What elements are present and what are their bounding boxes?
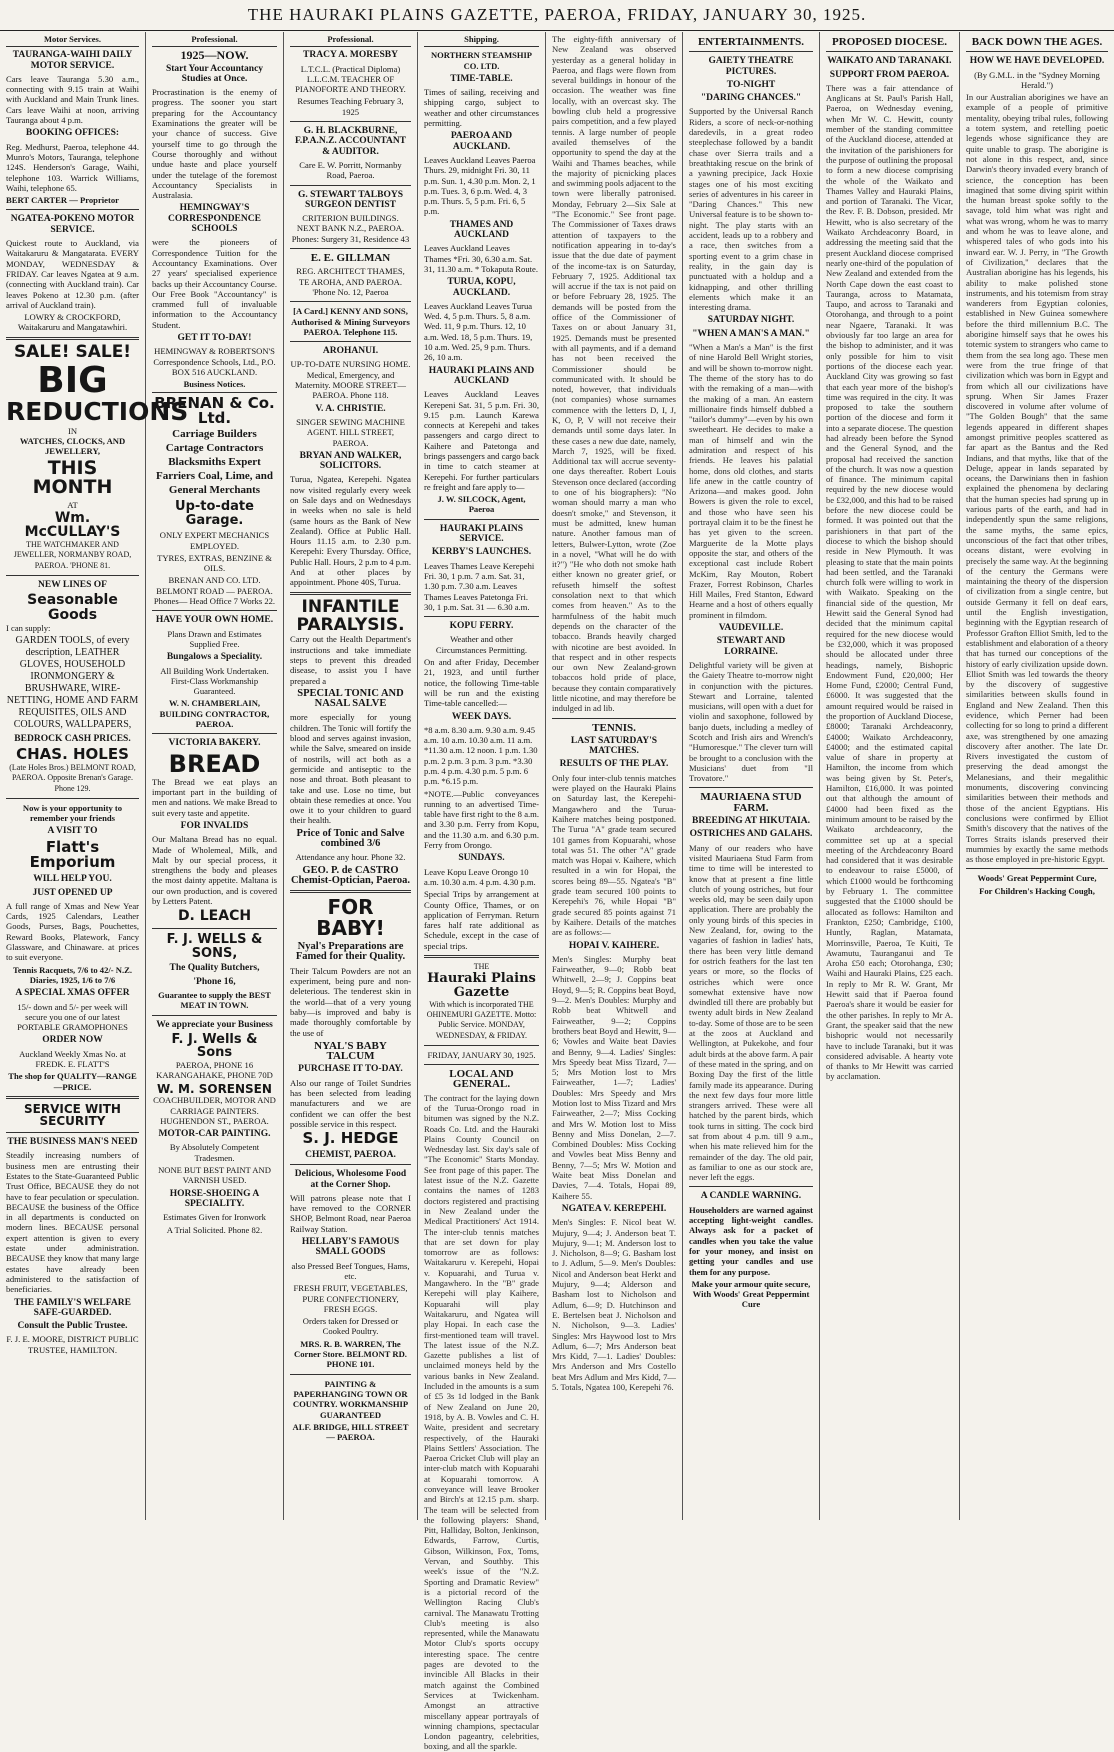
- orders-taken: Orders taken for Dressed or Cooked Poultry.: [302, 1316, 399, 1337]
- week-rows: *8 a.m. 8.30 a.m. 9.30 a.m. 9.45 a.m. 10 a.m. 10.30 a.m. 11 a.m. *11.30 a.m. 12 noon. 1 p.m. 1.30 p.m. 2 p.m. 3 p.m. 3 p.m. *3.30 p.m. 4 p.m. 4.30 p.m. 5 p.m. 6 p.m. *6.15 p.m.: [424, 724, 538, 787]
- vaudeville: VAUDEVILLE.: [718, 623, 784, 634]
- gillman-sub: REG. ARCHITECT THAMES, TE AROHA, AND PAEROA. 'Phone No. 12, Paeroa: [296, 266, 405, 297]
- ngatea-title: NGATEA-POKENO MOTOR SERVICE.: [10, 214, 135, 235]
- talboys-sub: CRITERION BUILDINGS. NEXT BANK N.Z., PAEROA. Phones: Surgery 31, Residence 43: [291, 213, 410, 244]
- order-body: Auckland Weekly Xmas No. at FREDK. E. FLATT'S: [19, 1048, 126, 1069]
- big-heading: BIG: [37, 359, 108, 401]
- column-professional-2: [284, 32, 418, 1520]
- bungalows: Bungalows a Speciality.: [166, 652, 263, 663]
- business-notices: Business Notices.: [152, 379, 277, 392]
- special-body: 15/- down and 5/- per week will secure you one of our latest PORTABLE GRAMOPHONES: [17, 1001, 128, 1033]
- timetable-note: Times of sailing, receiving and shipping cargo, subject to weather and other circumstances permitting.: [424, 87, 539, 129]
- alf-bridge: ALF. BRIDGE, HILL STREET — PAEROA.: [292, 1421, 409, 1443]
- hauraki-body: Leaves Auckland Leaves Kerepeni Sat. 31, 5 p.m. Fri. 30, 9.15 p.m. Launch Karewa connects at Kerepehi and takes passengers and cargo direct to Kaihere and Patetonga and brings passengers and cargo back in time to catch steamer at Kerepehi. For further particulars re freight and fare apply to—: [424, 389, 539, 492]
- wells-sub: PAEROA, PHONE 16 KARANGAHAKE, PHONE 70D: [156, 1060, 273, 1081]
- entertainments: ENTERTAINMENTS.: [697, 36, 805, 48]
- support-paeroa: SUPPORT FROM PAEROA.: [829, 69, 950, 80]
- candle-warning: A CANDLE WARNING.: [700, 1191, 802, 1202]
- column-shipping: [418, 32, 546, 1752]
- goods-list: GARDEN TOOLS, of every description, LEATHER GLOVES, HOUSEHOLD IRONMONGERY & BRUSHWARE, WIRE-NETTING, HOME AND FARM REQUISITES, OILS AND COLOURS, WALLPAPERS,: [6, 634, 139, 730]
- kenny: [A Card.] KENNY AND SONS, Authorised & Mining Surveyors PAEROA. Telephone 115.: [291, 306, 410, 337]
- proposed-diocese: PROPOSED DIOCESE.: [832, 36, 947, 48]
- special-tonic: SPECIAL TONIC AND NASAL SALVE: [297, 687, 404, 710]
- footer-cough: For Children's Hacking Cough,: [979, 885, 1095, 896]
- leach: D. LEACH: [177, 908, 252, 925]
- tonight: TO-NIGHT: [726, 79, 776, 90]
- brenan-address: BRENAN AND CO. LTD. BELMONT ROAD — PAEROA. Phones— Head Office 7 Works 22.: [153, 575, 276, 607]
- own-home: HAVE YOUR OWN HOME.: [155, 615, 274, 626]
- motor-painting: MOTOR-CAR PAINTING.: [158, 1129, 271, 1140]
- hellaby-sub: also Pressed Beef Tongues, Hams, etc.: [291, 1260, 410, 1281]
- this-month: THIS MONTH: [32, 456, 113, 499]
- tonic-body: more especially for young children. The Tonic will fortify the blood and serves against invasion, while the Salve, smeared on inside of nostrils, will act both as a germicide and antiseptic to the nose and throat. Both pleasant to take and use. Lose no time, but obtain these remedies at once. You owe it to your children to guard their health.: [290, 712, 411, 826]
- column-back-down-ages: [960, 32, 1114, 1520]
- flatt-emporium: Flatt's Emporium: [29, 837, 116, 872]
- peppermint-ad: Make your armour quite secure, With Woods' Great Peppermint Cure: [691, 1278, 811, 1310]
- breeding: BREEDING AT HIKUTAIA.: [692, 816, 810, 827]
- silcock: J. W. SILCOCK, Agent, Paeroa: [437, 494, 526, 515]
- toilet-body: Also our range of Toilet Sundries has been selected from leading manufacturers and we are confident we can offer the best possible service in this respect.: [290, 1077, 411, 1129]
- will-help: WILL HELP YOU.: [33, 874, 112, 885]
- northern-steamship: NORTHERN STEAMSHIP CO. LTD.: [430, 50, 532, 71]
- hedge-name: S. J. HEDGE: [302, 1129, 399, 1148]
- issue-date: FRIDAY, JANUARY 30, 1925.: [427, 1049, 536, 1060]
- section-heading: Shipping.: [424, 34, 539, 47]
- quality-range: The shop for QUALITY—RANGE—PRICE.: [8, 1071, 137, 1092]
- hellaby: HELLABY'S FAMOUS SMALL GOODS: [301, 1237, 400, 1258]
- the-label: THE: [473, 962, 490, 972]
- purchase-today: PURCHASE IT TO-DAY.: [298, 1064, 403, 1075]
- ngatea-owner: LOWRY & CROCKFORD, Waitakaruru and Mangatawhiri.: [17, 312, 128, 333]
- sunday-note: Special Trips by arrangement at County Office, Thames, or on application of Ferryman. Return fares half rate additional as Schedule, except in the case of special trips.: [424, 889, 539, 951]
- sorensen-sub: COACHBUILDER, MOTOR AND CARRIAGE PAINTERS. HUGHENDON ST., PAEROA.: [153, 1095, 276, 1126]
- blackburne: G. H. BLACKBURNE, F.P.A.N.Z. ACCOUNTANT & AUDITOR.: [294, 126, 407, 157]
- delicious-body: Will patrons please note that I have removed to the CORNER SHOP, Belmont Road, near Paeroa Railway Station.: [290, 1192, 411, 1234]
- at-text: AT: [67, 500, 78, 511]
- kerby-rows: Leaves Thames Leave Kerepehi Fri. 30, 1 p.m. 7 a.m. Sat. 31, 1.30 p.m. 7.30 a.m. Leaves Thames Leaves Patetonga Fri. 30, 1 p.m. Sat. 31 — 6.30 a.m.: [424, 560, 535, 612]
- ostriches: OSTRICHES AND GALAHS.: [689, 829, 813, 840]
- none-but: NONE BUT BEST PAINT AND VARNISH USED.: [158, 1165, 271, 1186]
- talboys: G. STEWART TALBOYS SURGEON DENTIST: [298, 189, 403, 210]
- blackburne-sub: Care E. W. Porritt, Normanby Road, Paeroa.: [299, 159, 402, 181]
- bread-heading: BREAD: [168, 749, 261, 778]
- column-news: [546, 32, 683, 1520]
- arohanui-body: UP-TO-DATE NURSING HOME. Medical, Emergency, and Maternity. MOORE STREET—PAEROA. Phone 118.: [290, 359, 411, 401]
- hemingway-heading: HEMINGWAY'S CORRESPONDENCE SCHOOLS: [168, 203, 261, 235]
- moore-signature: F. J. E. MOORE, DISTRICT PUBLIC TRUSTEE, HAMILTON.: [6, 1334, 139, 1355]
- estimates: Estimates Given for Ironwork: [163, 1212, 266, 1223]
- bryan-body: Turua, Ngatea, Kerepehi. Ngatea now visited regularly every week on Sale days and on Wednesdays in weeks when no sale is held (same hours as the Bank of New Zealand). Office at Public Hall. Hours 11.15 a.m. to 2.30 p.m. Kerepehi: Every Thursday. Office, Public Hall. Hours, 2 p.m to 4 p.m. And at other places by appointment. Phone 40S, Turua.: [290, 474, 411, 588]
- brenan-name: BRENAN & Co. Ltd.: [154, 393, 275, 428]
- back-down-ages: BACK DOWN THE AGES.: [971, 36, 1103, 48]
- in-text: IN: [67, 425, 78, 436]
- year-heading: 1925—NOW.: [180, 48, 249, 63]
- ngatea-body: Quickest route to Auckland, via Waitakaruru & Mangatarata. EVERY MONDAY, WEDNESDAY & FRIDAY. Car leaves Ngatea at 9 a.m. (connecting with Auckland train). Car leaves Pokeno at 12.30 p.m. (after arrival of Auckland train).: [6, 238, 139, 310]
- tauranga-body: Cars leave Tauranga 5.30 a.m., connecting with 9.15 train at Waihi with Auckland and Main Trunk lines. Cars leave Waihi at noon, arriving Tauranga about 4 p.m.: [6, 73, 139, 126]
- local-general: LOCAL AND GENERAL.: [449, 1068, 514, 1091]
- footer-peppermint: Woods' Great Peppermint Cure,: [977, 873, 1097, 884]
- turua-kopu: TURUA, KOPU, AUCKLAND.: [447, 277, 516, 298]
- saturday-night: SATURDAY NIGHT.: [707, 315, 795, 326]
- results-heading: RESULTS OF THE PLAY.: [559, 759, 669, 770]
- wells-name-2: F. J. Wells & Sons: [171, 1031, 258, 1061]
- hemingway-body: were the pioneers of Correspondence Tuition for the Accountancy Examinations. Over 27 years' specialised experience backs up their Accountancy Course. Our Free Book "Accountancy" is crammed full of invaluable information to the Accountancy Student.: [152, 237, 277, 330]
- holes-sub: (Late Holes Bros.) BELMONT ROAD, PAEROA. Opposite Brenan's Garage. Phone 129.: [9, 762, 136, 793]
- hopai-body: Men's Singles: Murphy beat Fairweather, 9—0; Robb beat Whitwell, 2—9; J. Coppins beat Hoyd, 9—5; R. Coppins beat Boyd, 9—2. Men's Doubles: Murphy and Robb beat Whitwell and Fairweather, 9—2; Coppins brothers beat Boyd and Hewitt, 9—6; Vowles and Waite beat Davies and Benny, 9—4. Ladies' Singles: Mrs Speedy beat Miss Tizard, 7—5; Mrs Motion lost to Mrs Fairweather, 1—7; Ladies' Doubles: Mrs Speedy and Mrs Motion lost to Miss Tizard and Mrs Fairweather, 2—7; Miss Cocking and Mrs W. Motion lost to Miss Benny and Miss Donelan, 2—7. Combined Doubles: Miss Cocking and Vowles beat Miss Benny and Benny, 7—5; Mrs W. Motion and Waite beat Miss Donelan and Davies, 7—4. Totals, Hopai 89, Kaihere 55.: [552, 953, 676, 1201]
- bryan-walker: BRYAN AND WALKER, SOLICITORS.: [299, 450, 402, 472]
- horse-shoeing: HORSE-SHOEING A SPECIALITY.: [169, 1188, 260, 1209]
- gillman: E. E. GILLMAN: [310, 252, 391, 265]
- garage: Up-to-date Garage.: [175, 499, 254, 528]
- nyal-talcum: NYAL'S BABY TALCUM: [314, 1039, 387, 1063]
- daring-chances: "DARING CHANCES.": [700, 93, 802, 104]
- gaiety-theatre: GAIETY THEATRE PICTURES.: [708, 56, 794, 77]
- delicious-food: Delicious, Wholesome Food at the Corner Shop.: [294, 1169, 407, 1190]
- results-body: Only four inter-club tennis matches were played on the Hauraki Plains on Saturday last, the Kerepehi-Mangawhero and the Turua-Kaihere matches being postponed. The Turua "A" grade team secured 101 games from Kopuarahi, whose total was 51. The other "A" grade match was Hopai v. Kaihere, which resulted in a win for Hopai, the scores being 89—55. Ngatea's "B" grade team secured 100 points to Kerepehi's 76, while Hopai "B" grade secured 85 points against 71 by Kaihere. Details of the matches are as follows:—: [552, 772, 676, 938]
- kerby-launches: KERBY'S LAUNCHES.: [431, 547, 532, 558]
- ages-body: In our Australian aborigines we have an example of a people of primitive mentality, obeying tribal rules, following a totem system, and retelling poetic legends whose significance they are quite unable to grasp. The aborigine is not alone in this respect, and, since Darwin's theory invaded every branch of science, the conception has been imagined that some diving spirit within the human breast spoke softly to the savage, told him what was right and what was wrong, whom he was to marry and whom he was to leave alone, and whispered tales of who gods into his inward ear. W. J. Perry, in "The Growth of Civilization," declares that the Australian aborigine has his legends, his ability to make polished stone instruments, and his totemism from stray wanderers from Egyptian colonies, established in New Guinea somewhere before the third millennium B.C. The aborigine himself says that he owes his totemic system to strangers who came to them from the sea long ago. These men were from the true fringe of that civilization which was born in Egypt and from which all our civilizations have sprung. When Sir James Frazer discovered in volume after volume of "The Golden Bough" that the same legends appeared in different shapes amongst primitive peoples scattered as far apart as the Bantus and the Red Indians, and that myths, like that of the Deluge, appear in lands separated by oceans, the Darwinians then in fashion explained the phenomena by declaring that the human species had sprung up in various parts of the earth, and had in independently spun the same religions, the same myths, the same epics, unconscious of the fact that other tribes, oceans distant, were evolving in precisely the same way. At the beginning of the century the Germans were maintaining the theory of the dispersion of civilization from a single centre, but outside Germany it fell on deaf ears, until the English investigation, beginning with the Egyptian research of Professor Grafton Elliot Smith, led to the establishment and elaboration of a theory that has turned our conceptions of the history of early civilization upside down. Elliot Smith was led towards the theory by the discovery of suggestive similarities between skulls found in England and New Zealand. Then this evidence, which Perner had been collecting for so long to prind a different axe, was strengthened by one amazing discovery after another. The late Dr. Rivers investigated the custom of preserving the dead amongst the Melanesians, and their megalithic monuments, discovering convincing similarities between their methods and those of the ancient Egyptians. His conclusions were confirmed by Elliot Smith's discovery that the natives of the Torres Straits islands preserved their mummies by exactly the same methods as those employed in pre-historic Egypt.: [966, 92, 1108, 865]
- get-it: GET IT TO-DAY!: [177, 333, 252, 344]
- column-motor-services: [0, 32, 189, 1520]
- kopu-ferry: KOPU FERRY.: [449, 621, 514, 632]
- reductions-heading: REDUCTIONS: [6, 397, 189, 427]
- booking-heading: BOOKING OFFICES:: [25, 128, 120, 139]
- quality-butchers: The Quality Butchers,: [169, 963, 260, 974]
- moresby-sub: L.T.C.L. (Practical Diploma) L.L.C.M. TEACHER OF PIANOFORTE AND THEORY.: [295, 63, 406, 95]
- building-body: All Building Work Undertaken. First-Class Workmanship Guaranteed.: [160, 665, 269, 697]
- competent: By Absolutely Competent Tradesmen.: [169, 1142, 260, 1163]
- sale-banner: SALE! SALE!: [13, 341, 132, 362]
- paeroa-rows: Leaves Auckland Leaves Paeroa Thurs. 29, midnight Fri. 30, 11 p.m. Sun. 1, 4.30 p.m. Mon. 2, 1 p.m. Tues. 3, 6 p.m. Wed. 4, 3 p.m. Thurs. 5, 5 p.m. Fri. 6, 5 p.m.: [424, 154, 536, 217]
- consult-trustee: Consult the Public Trustee.: [17, 1321, 128, 1332]
- invalids-body: Our Maltana Bread has no equal. Made of Wholemeal, Milk, and Malt by our special process, it strengthens the body and pleases the most dainty appetite. Maltana is our own production, and is covered by Letters Patent.: [152, 834, 277, 907]
- thames-rows: Leaves Auckland Leaves Thames *Fri. 30, 6.30 a.m. Sat. 31, 11.30 a.m. * Tokaputa Route.: [424, 243, 538, 274]
- waikato-taranaki: WAIKATO AND TARANAKI.: [827, 56, 952, 67]
- brenan-lines: Carriage Builders Cartage Contractors Blacksmiths Expert Farriers Coal, Lime, and General Merchants: [155, 428, 273, 496]
- tauranga-title: TAURANGA-WAIHI DAILY MOTOR SERVICE.: [12, 50, 133, 71]
- masthead: THE HAURAKI PLAINS GAZETTE, PAEROA, FRIDAY, JANUARY 30, 1925.: [0, 0, 1114, 31]
- expert-mechanics: ONLY EXPERT MECHANICS EMPLOYED.: [159, 530, 270, 551]
- mccullay-name: Wm. McCULLAY'S: [24, 509, 121, 541]
- column-entertainments: [683, 32, 820, 1520]
- wells-name: F. J. WELLS & SONS,: [166, 932, 263, 961]
- section-heading: Professional.: [152, 34, 277, 47]
- watches-text: WATCHES, CLOCKS, AND JEWELLERY,: [19, 435, 126, 457]
- attendance: Attendance any hour. Phone 32.: [295, 852, 406, 863]
- section-heading: Professional.: [290, 34, 411, 47]
- gazette-sub: With which is incorporated THE OHINEMURI GAZETTE. Motto: Public Service. MONDAY, WEDNESDAY, & FRIDAY.: [426, 999, 537, 1040]
- byline: (By G.M.L. in the "Sydney Morning Herald."): [974, 69, 1100, 90]
- tennis-sub: LAST SATURDAY'S MATCHES.: [570, 735, 658, 757]
- seasonable-goods: Seasonable Goods: [27, 592, 118, 623]
- booking-body: Reg. Medhurst, Paeroa, telephone 44. Munro's Motors, Tauranga, telephone 124S. Henderson's Garage, Waihi, telephone 103. Warrick Williams, Waihi, telephone 65.: [6, 141, 139, 193]
- proprietor: BERT CARTER — Proprietor: [6, 195, 119, 206]
- hemingway-firm: HEMINGWAY & ROBERTSON'S Correspondence Schools, Ltd., P.O. BOX 516 AUCKLAND.: [153, 346, 276, 377]
- appreciate: We appreciate your Business: [156, 1019, 273, 1030]
- moresby: TRACY A. MORESBY: [303, 50, 398, 61]
- how-developed: HOW WE HAVE DEVELOPED.: [969, 56, 1105, 67]
- tennis-heading: TENNIS.: [592, 721, 636, 734]
- thames-auckland: THAMES AND AUCKLAND: [449, 219, 514, 241]
- week-note: *NOTE.—Public conveyances running to an advertised Time-table have first right to the 8 a.m. and 3.30 p.m. Ferry from Kopu, and the 11.30 a.m. and 6.30 p.m. Ferry from Orongo.: [424, 788, 539, 851]
- start-heading: Start Your Accountancy Studies at Once.: [165, 63, 264, 84]
- local-body: The contract for the laying down of the Turua-Orongo road in bitumen was signed by the N.Z. Roads Co. Ltd. and the Hauraki Plains County Council on Wednesday last. Six day's sale of "The Economic" Starts Monday. See front page of this paper. The latest issue of the N.Z. Gazette contains the names of 1283 doctors registered and practising in New Zealand under the Medical Practitioners' Act 1914. The inter-club tennis matches that are set down for play tomorrow are as follows: Waitakaruru v. Kerepehi, Hopai v. Kopuarahi, and Turua v. Mangawhero. In the "B" grade Kerepehi will play Kaihere, Kopuarahi will play Waitakaruru, and Ngatea will play Hopai. In each case the first-mentioned team will travel. The latest issue of the N.Z. Gazette publishes a list of unclaimed moneys held by the various banks in New Zealand. Included in the amounts is a sum of £5 3s 1d lodged in the Bank of New Zealand on June 20, 1918, by A. B. Vowles and C. H. Waite, president and secretary respectively, of the Hauraki Plains Settlers' Association. The Paeroa Cricket Club will play an inter-club match with Kopuarahi at Kopuarahi tomorrow. A conveyance will leave Brooker and Birch's at 12.15 p.m. sharp. The team will be selected from the following players: Shand, Pitt, Halliday, Bolton, Jenkinson, Edwards, Farrow, Curtis, Gibson, Wilkinson, Fox, Toms, Vervan, and Southby. This week's issue of the "N.Z. Sporting and Dramatic Review" is a pictorial record of the Wellington Racing Club's carnival. The Manawatu Trotting Club's meeting is also represented, while the Manawatu Motor Club's sports occupy interesting space. The centre pages are devoted to the invincible All Blacks in their match against the Combined Services at Twickenham. Amongst an attractive miscellany appear portrayals of winning champions, spectacular London pageantry, celebrities, boxing, and all the sparkle.: [424, 1092, 539, 1752]
- gazette-title: Hauraki Plains Gazette: [427, 971, 536, 1000]
- moresby-resumes: Resumes Teaching February 3, 1925: [297, 96, 404, 117]
- new-lines: NEW LINES OF: [38, 579, 107, 590]
- price-tonic: Price of Tonic and Salve combined 3/6: [296, 827, 405, 849]
- painting: PAINTING & PAPERHANGING TOWN OR COUNTRY. WORKMANSHIP GUARANTEED: [292, 1378, 409, 1420]
- hauraki-auckland: HAURAKI PLAINS AND AUCKLAND: [428, 365, 535, 386]
- hopai-heading: HOPAI V. KAIHERE.: [568, 940, 660, 951]
- hedge-sub: CHEMIST, PAEROA.: [305, 1149, 396, 1160]
- man-body: "When a Man's a Man" is the first of nine Harold Bell Wright stories, and will be shown to-morrow night. The theme of the story has to do with the remaking of a man—with the making of a man. An eastern millionaire finds himself dubbed a "tailor's dummy"—even by his own sweetheart. He decides to make a man of himself and win the admiration and respect of his friends. He leaves his palatial home, dons old clothes, and starts life anew in the cattle country of Arizona—and makes good. John Bowers is given the role to excel, and those who have seen his portrayal claim it to be the finest he has yet given to the screen. Marguerite de la Motte plays opposite the star, and others of the exceptional cast include Robert McKim, Ray Mouton, Robert Frazer, Forrest Robinson, Charles Hill Mailes, Fred Stanton, Edward Hearne and a host of others equally prominent in filmdom.: [689, 342, 813, 620]
- mauriaena-stud: MAURIAENA STUD FARM.: [700, 791, 802, 814]
- now-is: Now is your opportunity to remember your friends: [22, 802, 123, 824]
- candle-body: Householders are warned against accepting light-weight candles. Always ask for a packet of candles when you take the value for your money, and insist on getting your candles and use them for any purpose.: [689, 1204, 813, 1277]
- tennis-racquets: Tennis Racquets, 7/6 to 42/- N.Z. Diaries, 1925, 1/6 to 7/6: [12, 964, 133, 985]
- column-professional: [146, 32, 284, 1520]
- phone-16: 'Phone 16,: [193, 976, 236, 987]
- business-need: THE BUSINESS MAN'S NEED: [7, 1137, 138, 1148]
- chamberlain: W. N. CHAMBERLAIN, BUILDING CONTRACTOR, PAEROA.: [159, 698, 270, 730]
- turua-rows: Leaves Auckland Leaves Turua Wed. 4, 5 p.m. Thurs. 5, 8 a.m. Wed. 11, 9 p.m. Thurs. 12, 10 a.m. Wed. 18, 5 p.m. Thurs. 19, 10 a.m. Wed. 25, 9 p.m. Thurs. 26, 10 a.m.: [424, 300, 533, 363]
- mans-a-man: "WHEN A MAN'S A MAN.": [692, 328, 810, 339]
- week-days: WEEK DAYS.: [451, 711, 512, 722]
- bedrock-prices: BEDROCK CASH PRICES.: [14, 733, 131, 744]
- ngatea-body: Men's Singles: F. Nicol beat W. Mujury, 9—4; J. Anderson beat T. Mujury, 9—1; M. Anderson lost to J. Nicholson, 8—9; G. Basham lost to J. Adlum, 5—9. Men's Doubles: Nicol and Anderson beat Herkt and Mujury, 9—4; Alderson and Basham lost to Nicholson and Adlum, 6—9; D. Hutchinson and E. Bertelsen beat J. Nicholson and N. Nicholson, 9—3. Ladies' Singles: Mrs Haywood lost to Mrs Adlum, 6—7; Mrs Anderson beat Mrs Kidd, 7—1. Ladies' Doubles: Mrs Anderson and Mrs Costello beat Mrs Adlum and Mrs Kidd, 7—5. Totals, Ngatea 100, Kerepehi 76.: [552, 1217, 676, 1392]
- start-body: Procrastination is the enemy of progress. The sooner you start preparing for the Accountancy Examinations the greater will be your chance of success. Give yourself time to go through the Course thoroughly and without undue haste and place yourself under the tutelage of the foremost Accountancy Specialists in Australasia.: [152, 87, 277, 201]
- sorensen: W. M. SORENSEN: [157, 1081, 272, 1096]
- bread-body: The Bread we eat plays an important part in the building of men and nations. We make Bread to suit every taste and appetite.: [152, 776, 277, 818]
- diocese-body: There was a fair attendance of Anglicans at St. Paul's Parish Hall, Paeroa, on Wednesday evening, when Mr W. C. Hewitt, county member of the standing committee of the Auckland diocese, attended at the invitation of the parishioners for the purpose of outlining the proposal to form a new diocese comprising the whole of the Waikato and Thames Valley and Hauraki Plains, and portion of Taranaki. The Vicar, the Rev. F. B. Dobson, presided. Mr Hewitt, who is also secretary of the Waikato Archdeaconry Board, in addressing the meeting said that the present Auckland diocese comprised nearly one-third of the population of New Zealand and extended from the North Cape down the east coast to Tauranga, across to Matamata, Taupo, and across to Taranaki and Otorohanga, and through to a point near Ngaere, Taranaki. It was obviously far too large an area for the bishop to administer, and it was only possible for him to visit portions of the diocese each year. Auckland City was growing so fast that each year more of the bishop's time was required in the city. It was proposed to take the southern portion of the diocese and form it into a separate diocese. The question had already been before the Synod and the General Synod, and the proposal had received the sanction of the church. It was now a question of finance. The minimum capital required by the new diocese would be £32,000, and this had to be raised before the new diocese could be formed. It was pointed out that the parishioners in that part of the diocese to which the bishop should reside in New Plymouth. It was pleasing to state that the main points had been settled, and the Taranaki church folk were willing to work in with Waikato. Speaking on the financial side of the question, Mr Hewitt said the General Synod had decided that the minimum capital required for the new diocese would be £32,000, which it was proposed should be allocated under three headings, namely, Bishopric Endowment Fund, £20,000; Her Home Fund, £2000; Central Fund, £6000. It was suggested that the amount required would be raised in the proportion of Auckland Diocese, £8000; Taranaki Archdeaconry, £4000; Waikato Archdeaconry, £4000; and the estimated capital value of share in property at Hamilton, the income from which was being given by St. Peter's, Hamilton, £16,000. It was pointed out that although the amount of £4000 had been fixed as the minimum amount to be raised by the Waikato archdeaconry, the committee set up at a special meeting of the Archdeaconry Board had considered that it was desirable to endeavour to raise £5000, of which £1000 would be forthcoming by February 1. The committee suggested that the £1000 should be allocated as follows: Hamilton and Frankton, £250; Cambridge, £100, Huntly, Raglan, Matamata, Morrinsville, Paeroa, Te Kuiti, Te Awamutu, Tauranganui and Te Aroha £50 each; Otorohanga, £30; Waihi and Hauraki Plains, £25 each. In reply to Mr R. W. Grant, Mr Hewitt said that if Paeroa found Paeroa's share it would be easier for the other parishes. In reply to Mr A. Grant, the speaker said that the new bishopric would not necessarily have to include Taranaki, but it was considered advisable. A hearty vote of thanks to Mr Hewitt was carried by acclamation.: [826, 82, 953, 1082]
- arohanui: AROHANUI.: [322, 346, 379, 357]
- family-welfare: THE FAMILY'S WELFARE SAFE-GUARDED.: [14, 1297, 131, 1318]
- kopu-body: On and after Friday, December 21, 1923, and until further notice, the following Time-table will be run and the existing Time-table cancelled:—: [424, 657, 539, 709]
- stewart-lorraine: STEWART AND LORRAINE.: [716, 636, 786, 657]
- victoria-bakery: VICTORIA BAKERY.: [168, 738, 261, 749]
- ngatea-heading: NGATEA V. KEREPEHI.: [561, 1203, 667, 1214]
- opened-body: A full range of Xmas and New Year Cards, 1925 Calendars, Leather Goods, Purses, Bags, Pouchettes, Reward Books, Platework, Fancy Glassware, and Chinaware. at prices to suit everyone.: [6, 900, 139, 963]
- order-now: ORDER NOW: [42, 1035, 103, 1046]
- section-heading: Motor Services.: [6, 34, 139, 47]
- daring-body: Supported by the Universal Ranch Riders, a score of neck-or-nothing daredevils, in a great rodeo steeplechase followed by a bandit chase over Sierra trails and a breathtaking rescue on the brink of a yawning precipice, Jack Hoxie stages one of his most exciting series of adventures in his career in "Daring Chances." This new Universal feature is to be shown to-night. The play starts with an accident, leads up to a robbery and a race, then switches from a sporting event to a grim chase in reality, in the gain day is punctuated with a holdup and a kidnapping, and other thrilling elements which make it an interesting drama.: [689, 106, 813, 313]
- holes-name: CHAS. HOLES: [16, 745, 129, 764]
- tyres: TYRES, EXTRAS, BENZINE & OILS.: [157, 552, 272, 574]
- for-baby: FOR BABY!: [316, 895, 385, 941]
- nyal-heading: Nyal's Preparations are Famed for their Quality.: [295, 941, 406, 963]
- stewart-body: Delightful variety will be given at the Gaiety Theatre to-morrow night in conjunction with the pictures. Stewart and Lorraine, talented musicians, will open with a duet for violin and saxophone, followed by banjo duets, including a medley of Scotch and Irish airs and Wrench's "Humoresque." The clever turn will be brought to a conclusion with the Musicians' duet from "Il Trovatore.": [689, 659, 813, 784]
- paeroa-auckland: PAEROA AND AUCKLAND.: [450, 131, 513, 152]
- timetable: TIME-TABLE.: [450, 73, 513, 84]
- infantile-paralysis: INFANTILE PARALYSIS.: [296, 596, 405, 635]
- christie: V. A. CHRISTIE.: [315, 403, 386, 414]
- fresh-fruit: FRESH FRUIT, VEGETABLES, PURE CONFECTIONERY, FRESH EGGS.: [293, 1283, 408, 1314]
- invalids: FOR INVALIDS: [180, 821, 249, 831]
- need-body: Steadily increasing numbers of business men are entrusting their Estates to the State-Guaranteed Public Trust Office, BECAUSE they do not have to fear peculation or speculation. BECAUSE the business of the Office in all departments is conducted on modern lines. BECAUSE personal expert attention is given to every estate under administration. BECAUSE they know that many large estates have already been administered to the satisfaction of beneficiaries.: [6, 1150, 139, 1295]
- warren: MRS. R. B. WARREN, The Corner Store. BELMONT RD. PHONE 101.: [294, 1338, 407, 1370]
- own-home-body: Plans Drawn and Estimates Supplied Free.: [167, 628, 262, 649]
- de-castro: GEO. P. de CASTRO Chemist-Optician, Paeroa.: [290, 864, 411, 886]
- visit-to: A VISIT TO: [47, 826, 98, 837]
- guarantee: Guarantee to supply the BEST MEAT IN TOWN.: [158, 989, 271, 1011]
- hauraki-service: HAURAKI PLAINS SERVICE.: [439, 523, 524, 545]
- christie-sub: SINGER SEWING MACHINE AGENT. HILL STREET, PAEROA.: [296, 416, 405, 448]
- mccullay-sub: THE WATCHMAKER AND JEWELLER, NORMANBY ROAD, PAEROA. 'PHONE 81.: [13, 540, 132, 570]
- service-security: SERVICE WITH SECURITY: [24, 1101, 121, 1129]
- just-opened: JUST OPENED UP: [32, 887, 113, 898]
- can-supply: I can supply:: [6, 622, 51, 633]
- column-diocese: [820, 32, 960, 1520]
- news-body: The eighty-fifth anniversary of New Zealand was observed yesterday as a general holiday in Paeroa, and flags were flown from several buildings in honour of the occasion. The weather was fine locally, with an overcast sky. The bowling club held a progressive pairs competition, and a few played tennis. A large number of people availed themselves of the opportunity to spend the day at the Waihi and Thames beaches, while the majority of picnicking places and swimming pools adjacent to the town were liberally patronised. Monday, February 2—Six Sale at "The Economic." See front page. The Commissioner of Taxes draws attention of taxpayers to the notification appearing in to-day's issue that the due date of payment of the income-tax is on Saturday, February 7, 1925. Additional tax will accrue if the tax is not paid on or before February 28, 1925. The demands will be posted from the office of the Commissioner of Taxes on or about January 31, 1925. Demands must be presented with all payments, and if a demand has not been received the Commissioner should be communicated with. It should be noted, however, that individuals (not companies) whose surnames commence with the letters D, I, J, K, O, P, V will not receive their demands until some days later. In these cases a new due date, namely, March 7, 1925, will be fixed. Additional tax will accrue seventy-one days thereafter. Robert Louis Stevenson once declared (according to one of his biographers): "No woman should marry a man who doesn't smoke," and Stevenson, it must be admitted, knew human nature. Another famous man of letters, Bulwer-Lytton, wrote (Zoe in a novel, "What will he do with it?") "He who doth not smoke hath either known no greater grief, or refuseth himself the softest consolation next to that which comes from heaven." As to the harmfulness of the habit much depends on the character of the tobacco. Brands heavily charged with nicotine are best avoided. In that respect and in other respects our own New Zealand-grown tobaccos hold pride of place, because they contain comparatively little nicotine, and may therefore be indulged in ad lib.: [552, 34, 676, 714]
- ostrich-body: Many of our readers who have visited Mauriaena Stud Farm from time to time will be interested to know that at present a fine little clutch of young ostriches, but four weeks old, may be seen daily upon application. There are probably the only young birds of this species in New Zealand, for, owing to the vagaries of fashion in ladies' hats, there has been very little demand for ostrich feathers for the last ten years or more, so the flocks of ostriches which were once somewhat extensive have now dwindled till there are probably but twenty adult birds in New Zealand to-day. Some of those are to be seen at the zoos at Auckland and Wellington, at Pukekohe, and four adult birds at the above farm. A pair of these mated in the spring, and on Boxing Day the first of the little family made its appearance. During the next few days four more little strangers arrived. These were all hatched by the parent birds, which took turns in sitting. The cock bird sat from about 4 p.m. till 9 a.m., when his mate relieved him for the remainder of the day. The old pair, as familiar to one as our stock are, never left the eggs.: [689, 842, 814, 1183]
- special-offer: A SPECIAL XMAS OFFER: [15, 988, 130, 999]
- kopu-note: Weather and other Circumstances Permitting.: [435, 634, 528, 655]
- sunday-rows: Leave Kopu Leave Orongo 10 a.m. 10.30 a.m. 4 p.m. 4.30 p.m.: [424, 866, 536, 887]
- sundays: SUNDAYS.: [458, 853, 505, 864]
- trial: A Trial Solicited. Phone 82.: [166, 1224, 263, 1235]
- infantile-body: Carry out the Health Department's instructions and take immediate steps to prevent this dreaded disease, to assist you I have prepared a: [290, 634, 411, 686]
- nyal-body: Their Talcum Powders are not an experiment, being pure and non-deleterious. The tenderest skin in the world—that of a very young baby—is improved and baby is made thoroughly comfortable by the use of: [290, 965, 411, 1038]
